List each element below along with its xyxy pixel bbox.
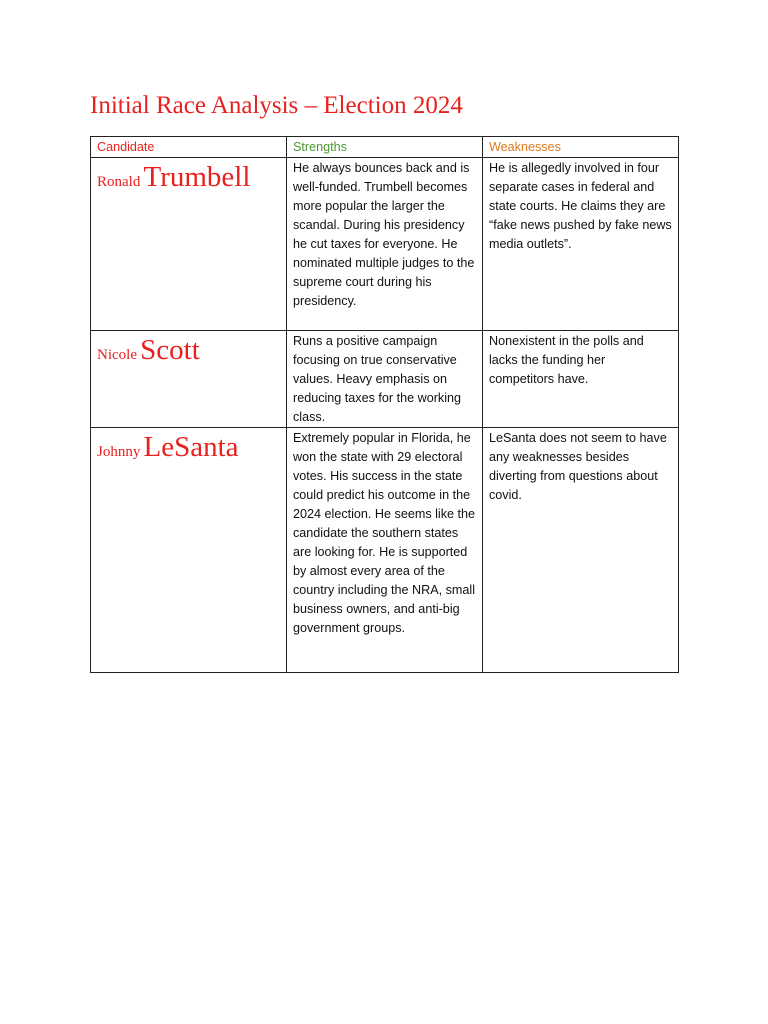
candidate-last-name: Trumbell (143, 161, 251, 193)
candidate-first-name: Ronald (97, 174, 141, 190)
candidate-first-name: Nicole (97, 347, 137, 363)
table-row (91, 331, 679, 428)
candidate-last-name: Scott (140, 334, 200, 366)
strengths-cell: Runs a positive campaign focusing on true conservative values. Heavy emphasis on reducing taxes for the working class. (287, 331, 483, 428)
candidate-cell (91, 331, 287, 428)
header-weaknesses: Weaknesses (483, 137, 679, 158)
strengths-cell: He always bounces back and is well-funded. Trumbell becomes more popular the larger the scandal. During his presidency he cut taxes for everyone. He nominated multiple judges to the supreme court during his presidency. (287, 158, 483, 331)
weaknesses-cell: He is allegedly involved in four separate cases in federal and state courts. He claims they are “fake news pushed by fake news media outlets”. (483, 158, 679, 331)
table-row (91, 428, 679, 673)
weaknesses-cell: Nonexistent in the polls and lacks the funding her competitors have. (483, 331, 679, 428)
candidate-first-name: Johnny (97, 444, 141, 460)
strengths-cell: Extremely popular in Florida, he won the state with 29 electoral votes. His success in the state could predict his outcome in the 2024 election. He seems like the candidate the southern states are looking for. He is supported by almost every area of the country including the NRA, small business owners, and anti-big government groups. (287, 428, 483, 673)
candidate-cell (91, 158, 287, 331)
race-analysis-table (90, 136, 679, 673)
table-header-row (91, 137, 679, 158)
header-strengths: Strengths (287, 137, 483, 158)
candidate-last-name: LeSanta (143, 431, 239, 463)
table-row (91, 158, 679, 331)
weaknesses-cell: LeSanta does not seem to have any weaknesses besides diverting from questions about covid. (483, 428, 679, 673)
candidate-cell (91, 428, 287, 673)
document-title: Initial Race Analysis – Election 2024 (90, 92, 463, 119)
header-candidate: Candidate (91, 137, 287, 158)
